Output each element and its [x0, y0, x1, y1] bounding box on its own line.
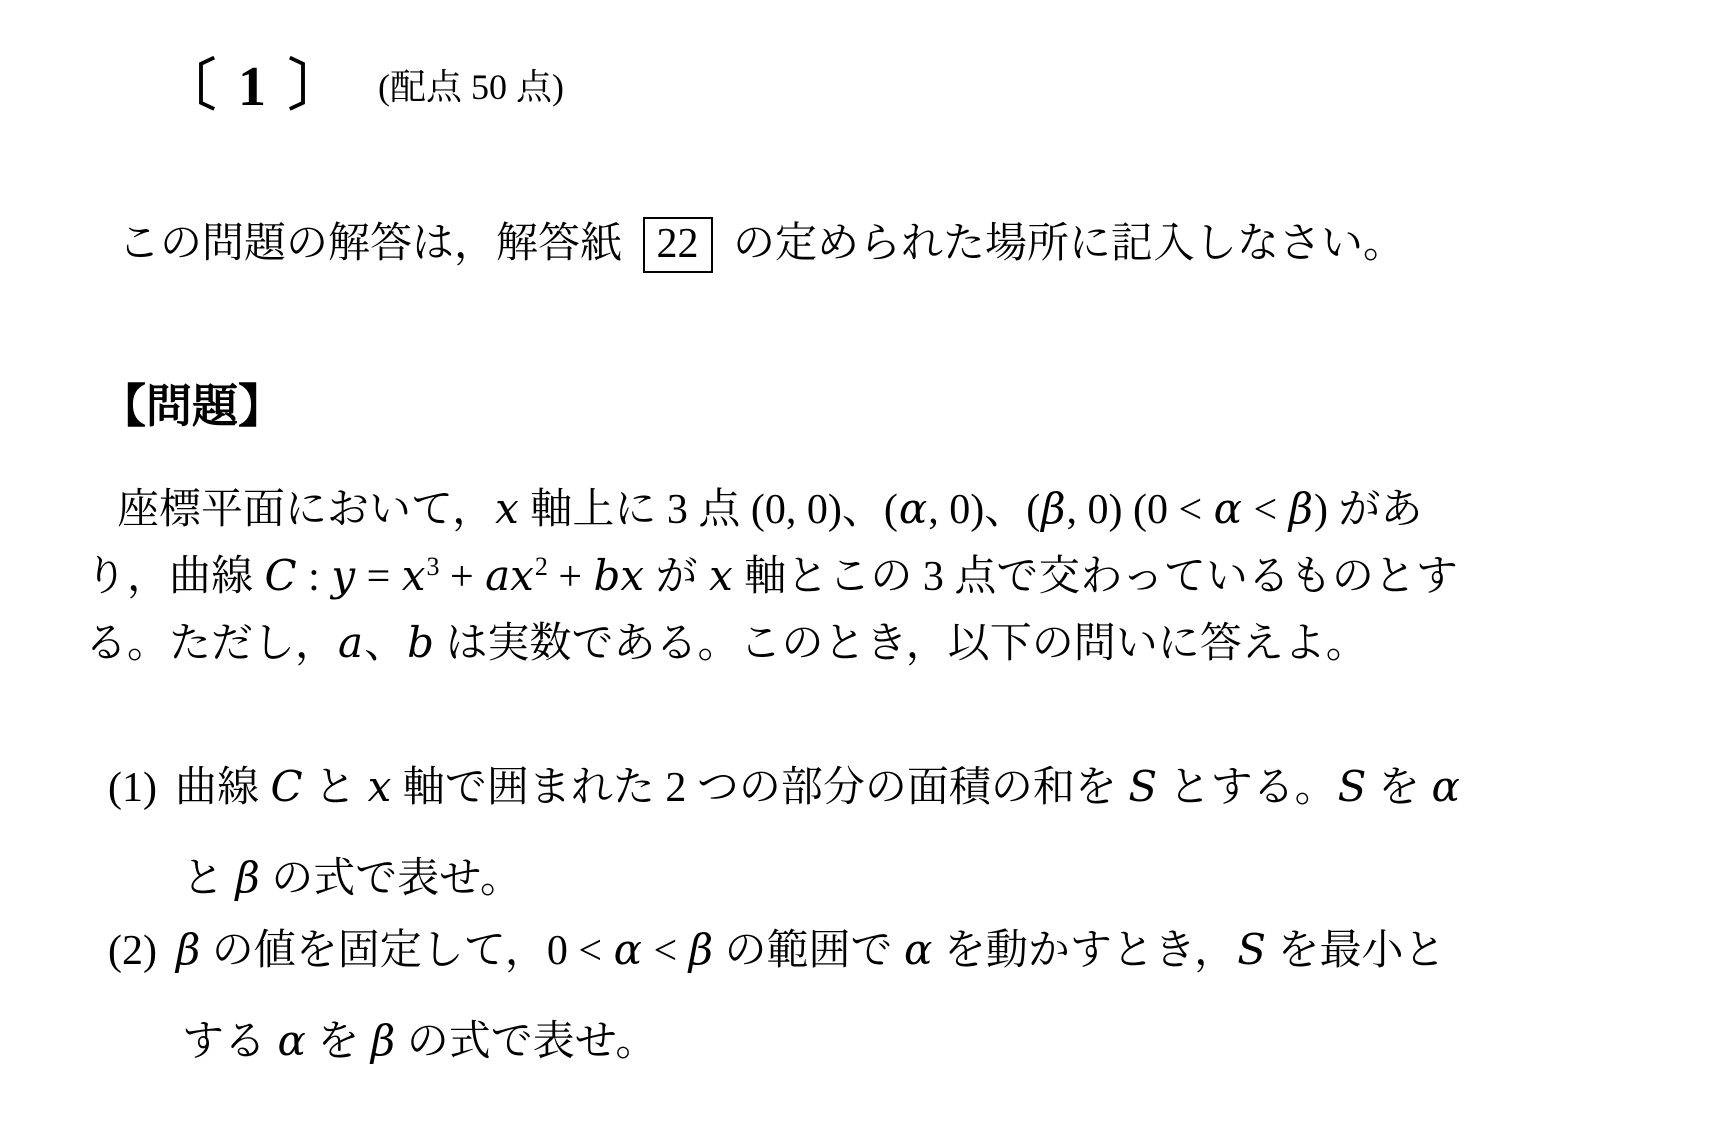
text-segment: る。ただし，: [85, 621, 338, 667]
text-segment: x: [709, 551, 733, 600]
text-segment: を動かすとき，: [933, 928, 1237, 974]
text-segment: α: [277, 1016, 306, 1065]
text-segment: S: [1128, 762, 1158, 811]
text-segment: 座標平面において，: [117, 487, 495, 533]
text-segment: a: [338, 618, 364, 667]
item-2-label: (2): [108, 928, 157, 974]
text-segment: を: [306, 1019, 370, 1065]
text-segment: <: [643, 928, 688, 974]
text-segment: bx: [593, 551, 645, 600]
problem-item-2: [108, 905, 1445, 1087]
text-segment: x: [401, 551, 426, 600]
text-segment: β: [1288, 484, 1313, 533]
text-segment: する: [182, 1019, 277, 1065]
text-segment: が: [645, 554, 709, 600]
text-segment: の値を固定して，0 <: [201, 928, 613, 974]
text-segment: α: [898, 484, 928, 533]
text-segment: b: [407, 618, 434, 667]
text-segment: 、: [364, 621, 407, 667]
answer-sheet-number-box: 22: [643, 217, 713, 273]
text-segment: :: [297, 554, 331, 600]
text-segment: β: [1041, 484, 1066, 533]
text-segment: と: [182, 856, 235, 902]
text-segment: 曲線: [174, 765, 270, 811]
item-2-line-1: [108, 905, 1445, 996]
text-segment: S: [1337, 762, 1367, 811]
text-segment: <: [1243, 487, 1288, 533]
text-segment: とする。: [1158, 765, 1337, 811]
text-segment: 軸上に 3 点 (0, 0)、(: [519, 487, 898, 533]
text-segment: y: [331, 551, 356, 600]
section-heading: 【問題】: [100, 381, 284, 432]
text-segment: α: [613, 925, 642, 974]
text-segment: α: [903, 925, 933, 974]
problem-header: [160, 42, 564, 122]
text-segment: x: [367, 762, 392, 811]
statement-line-3: [85, 610, 1525, 677]
item-1-line-1: [108, 742, 1461, 833]
item-1-text-1: [174, 762, 1461, 811]
text-segment: C: [270, 762, 303, 811]
text-segment: の定められた場所に記入しなさい。: [722, 221, 1406, 267]
problem-number: 〔 1 〕: [160, 56, 348, 118]
points-label: (配点 50 点): [378, 67, 564, 107]
text-segment: この問題の解答は，解答紙: [118, 221, 633, 267]
instruction-text: [118, 210, 1405, 273]
text-segment: の範囲で: [713, 928, 903, 974]
text-segment: は実数である。このとき，以下の問いに答えよ。: [434, 621, 1368, 667]
text-segment: α: [1213, 484, 1243, 533]
item-2-line-2: [108, 996, 1445, 1087]
text-segment: , 0) (0 <: [1066, 487, 1213, 533]
statement-line-2: [85, 543, 1525, 610]
text-segment: β: [370, 1016, 396, 1065]
text-segment: と: [303, 765, 367, 811]
text-segment: β: [688, 925, 713, 974]
text-segment: を: [1367, 765, 1431, 811]
text-segment: を最小と: [1266, 928, 1446, 974]
problem-statement: [85, 476, 1525, 677]
item-1-label: (1): [108, 765, 157, 811]
text-segment: +: [439, 554, 485, 600]
statement-line-1: [85, 476, 1525, 543]
text-segment: り，曲線: [85, 554, 264, 600]
text-segment: , 0)、(: [928, 487, 1041, 533]
text-segment: の式で表せ。: [396, 1019, 658, 1065]
text-segment: 軸で囲まれた 2 つの部分の面積の和を: [392, 765, 1128, 811]
text-segment: C: [264, 551, 297, 600]
text-segment: =: [356, 554, 401, 600]
text-segment: α: [1431, 762, 1460, 811]
text-segment: ) があ: [1313, 487, 1423, 533]
text-segment: +: [547, 554, 593, 600]
text-segment: x: [495, 484, 519, 533]
item-2-text-1: [175, 925, 1446, 974]
text-segment: 3: [426, 552, 440, 581]
text-segment: 軸とこの 3 点で交わっているものとす: [733, 554, 1458, 600]
text-segment: S: [1237, 925, 1266, 974]
text-segment: の式で表せ。: [260, 856, 523, 902]
text-segment: β: [175, 925, 201, 974]
text-segment: ax: [485, 551, 534, 600]
problem-item-1: [108, 742, 1461, 924]
text-segment: β: [235, 853, 260, 902]
text-segment: 2: [534, 552, 548, 581]
